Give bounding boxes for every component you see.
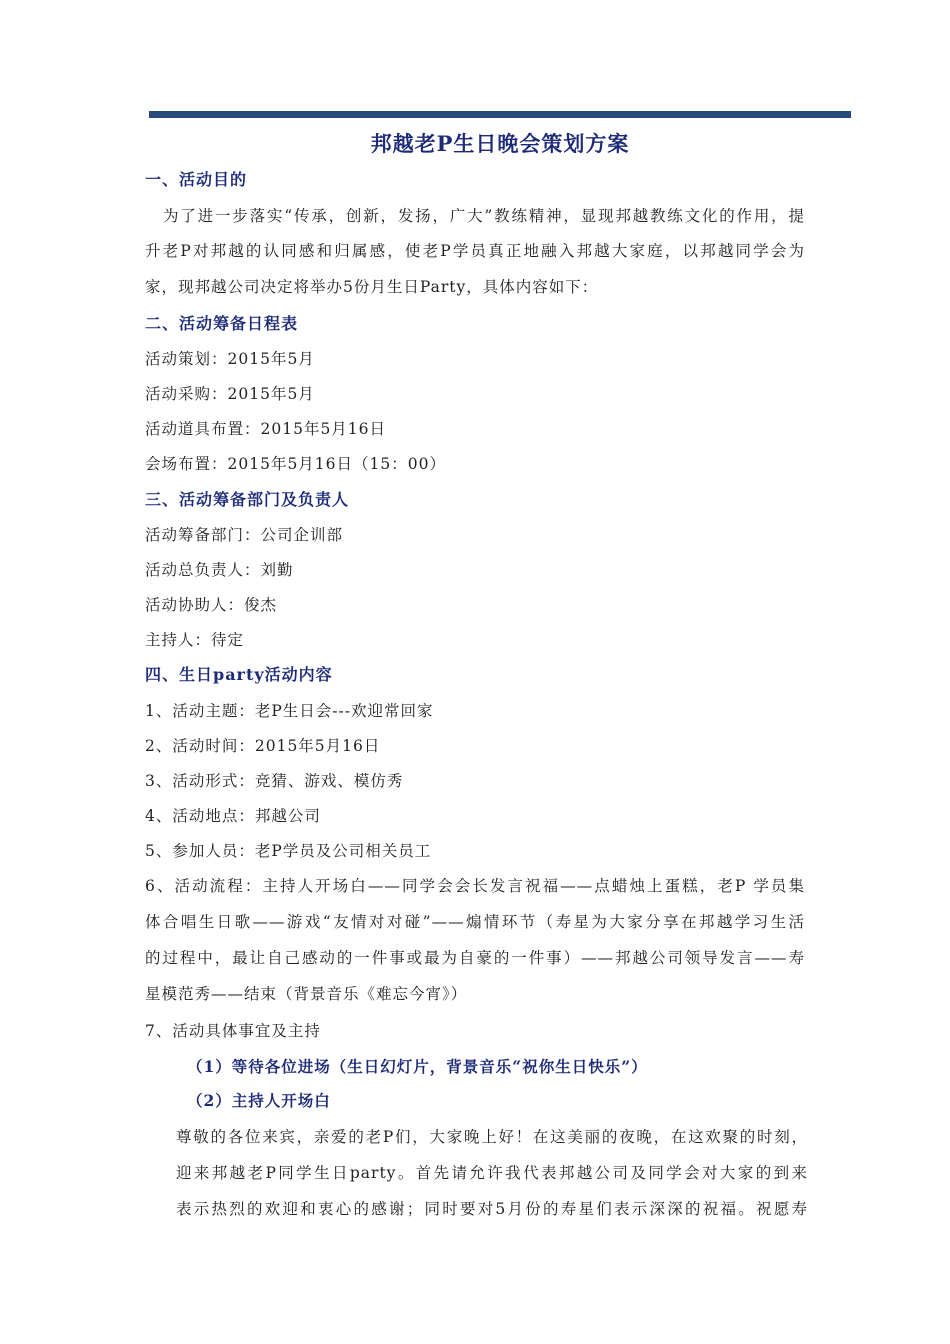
purpose-line-3: 家，现邦越公司决定将举办5份月生日Party，具体内容如下： — [145, 278, 599, 296]
content-item: 4、活动地点：邦越公司 — [145, 807, 321, 825]
schedule-item: 活动道具布置：2015年5月16日 — [145, 420, 387, 438]
purpose-line-2: 升老P对邦越的认同感和归属感，使老P学员真正地融入邦越大家庭，以邦越同学会为 — [145, 242, 805, 260]
top-rule — [149, 111, 851, 118]
sub-heading-waiting: （1）等待各位进场（生日幻灯片，背景音乐“祝你生日快乐”） — [187, 1057, 648, 1076]
flow-line-2: 体合唱生日歌——游戏“友情对对碰”——煽情环节（寿星为大家分享在邦越学习生活 — [145, 913, 805, 931]
section-heading-department: 三、活动筹备部门及负责人 — [145, 490, 350, 509]
content-item: 5、参加人员：老P学员及公司相关员工 — [145, 842, 432, 860]
schedule-item: 活动采购：2015年5月 — [145, 385, 315, 403]
department-item: 活动协助人：俊杰 — [145, 596, 278, 614]
content-item: 3、活动形式：竞猜、游戏、模仿秀 — [145, 772, 404, 790]
schedule-item: 活动策划：2015年5月 — [145, 350, 315, 368]
flow-line-1: 6、活动流程：主持人开场白——同学会会长发言祝福——点蜡烛上蛋糕，老P 学员集 — [145, 877, 805, 895]
section-heading-purpose: 一、活动目的 — [145, 170, 248, 189]
sub-heading-opening: （2）主持人开场白 — [187, 1091, 331, 1110]
department-item: 活动筹备部门：公司企训部 — [145, 526, 344, 544]
schedule-item: 会场布置：2015年5月16日（15：00） — [145, 455, 446, 473]
content-item-7: 7、活动具体事宜及主持 — [145, 1022, 321, 1040]
speech-line-3: 表示热烈的欢迎和衷心的感谢；同时要对5月份的寿星们表示深深的祝福。祝愿寿 — [176, 1200, 808, 1218]
speech-line-1: 尊敬的各位来宾，亲爱的老P们，大家晚上好！在这美丽的夜晚，在这欢聚的时刻， — [176, 1128, 808, 1146]
content-item: 2、活动时间：2015年5月16日 — [145, 737, 381, 755]
content-item: 1、活动主题：老P生日会---欢迎常回家 — [145, 702, 434, 720]
section-heading-schedule: 二、活动筹备日程表 — [145, 314, 299, 333]
department-item: 活动总负责人：刘勤 — [145, 561, 294, 579]
department-item: 主持人：待定 — [145, 631, 245, 649]
section-heading-content: 四、生日party活动内容 — [145, 665, 333, 684]
flow-line-3: 的过程中，最让自己感动的一件事或最为自豪的一件事）——邦越公司领导发言——寿 — [145, 949, 805, 967]
purpose-line-1: 为了进一步落实“传承，创新，发扬，广大”教练精神，显现邦越教练文化的作用，提 — [163, 207, 805, 225]
flow-line-4: 星模范秀——结束（背景音乐《难忘今宵》） — [145, 985, 468, 1003]
speech-line-2: 迎来邦越老P同学生日party。首先请允许我代表邦越公司及同学会对大家的到来 — [176, 1164, 808, 1182]
document-title: 邦越老P生日晚会策划方案 — [370, 131, 630, 156]
